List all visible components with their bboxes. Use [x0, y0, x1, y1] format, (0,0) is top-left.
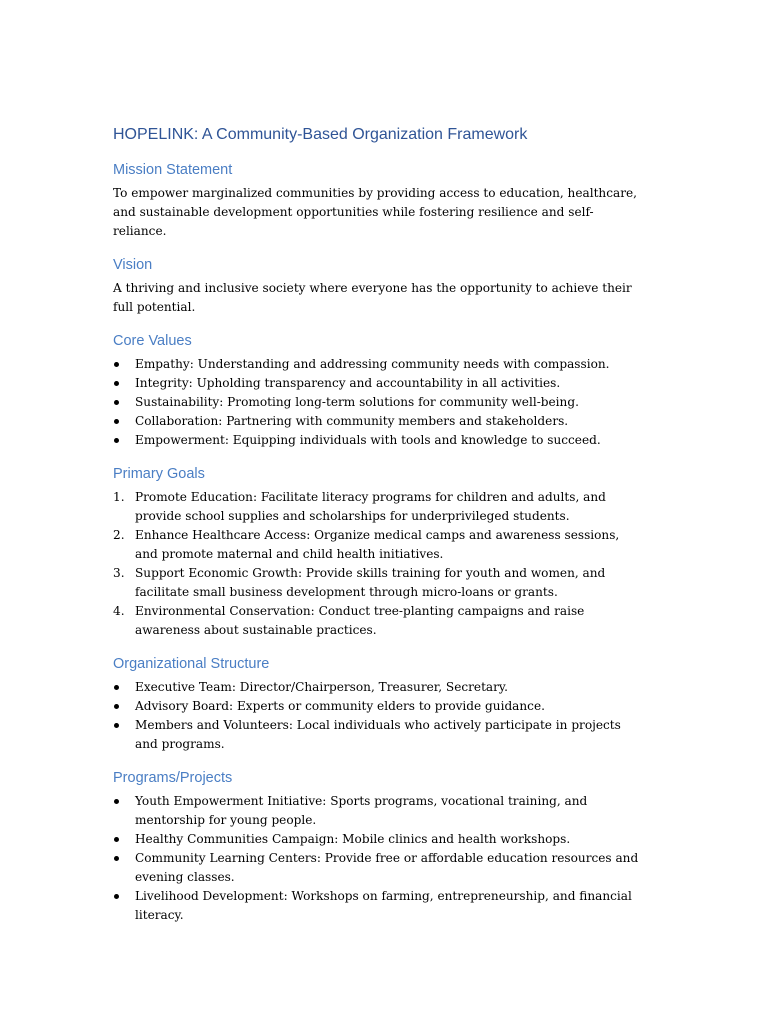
list-item-text: Empathy: Understanding and addressing community needs with compassion. [135, 357, 610, 371]
list-item [113, 564, 643, 602]
programs-list [113, 792, 643, 925]
core-values-list [113, 355, 643, 450]
list-number: 2. [113, 528, 125, 542]
structure-heading: Organizational Structure [113, 656, 270, 672]
list-item [113, 697, 643, 716]
list-item [113, 792, 643, 830]
list-item [113, 678, 643, 697]
list-item-text: Environmental Conservation: Conduct tree-planting campaigns and raise awareness about sustainable practices. [135, 604, 585, 637]
mission-text: To empower marginalized communities by providing access to education, healthcare, and sustainable development opportunities while fostering resilience and self-reliance. [113, 186, 637, 238]
bullet-icon [114, 894, 119, 899]
list-item-text: Support Economic Growth: Provide skills training for youth and women, and facilitate small business development through micro-loans or grants. [135, 566, 606, 599]
programs-heading: Programs/Projects [113, 770, 233, 786]
list-item-text: Healthy Communities Campaign: Mobile clinics and health workshops. [135, 832, 571, 846]
bullet-icon [114, 799, 119, 804]
mission-heading: Mission Statement [113, 162, 233, 178]
list-item-text: Integrity: Upholding transparency and accountability in all activities. [135, 376, 561, 390]
list-number: 4. [113, 604, 125, 618]
core-values-heading: Core Values [113, 333, 192, 349]
bullet-icon [114, 837, 119, 842]
list-item [113, 393, 643, 412]
document-page [113, 124, 643, 939]
list-item [113, 526, 643, 564]
mission-section [113, 160, 643, 241]
primary-goals-list [113, 488, 643, 640]
structure-section [113, 654, 643, 754]
bullet-icon [114, 381, 119, 386]
list-item-text: Empowerment: Equipping individuals with tools and knowledge to succeed. [135, 433, 601, 447]
list-item [113, 830, 643, 849]
list-item [113, 716, 643, 754]
list-item [113, 431, 643, 450]
list-item-text: Advisory Board: Experts or community elders to provide guidance. [135, 699, 545, 713]
vision-text: A thriving and inclusive society where everyone has the opportunity to achieve their full potential. [113, 281, 632, 314]
bullet-icon [114, 856, 119, 861]
list-item-text: Members and Volunteers: Local individuals who actively participate in projects and programs. [135, 718, 621, 751]
list-item-text: Collaboration: Partnering with community members and stakeholders. [135, 414, 569, 428]
bullet-icon [114, 723, 119, 728]
bullet-icon [114, 438, 119, 443]
programs-section [113, 768, 643, 925]
structure-list [113, 678, 643, 754]
bullet-icon [114, 362, 119, 367]
list-item [113, 355, 643, 374]
list-item-text: Executive Team: Director/Chairperson, Treasurer, Secretary. [135, 680, 508, 694]
primary-goals-section [113, 464, 643, 640]
bullet-icon [114, 400, 119, 405]
bullet-icon [114, 685, 119, 690]
list-item [113, 887, 643, 925]
list-item-text: Promote Education: Facilitate literacy programs for children and adults, and provide school supplies and scholarships for underprivileged students. [135, 490, 606, 523]
list-item-text: Youth Empowerment Initiative: Sports programs, vocational training, and mentorship for young people. [135, 794, 588, 827]
list-item [113, 374, 643, 393]
list-number: 3. [113, 566, 125, 580]
vision-heading: Vision [113, 257, 153, 273]
list-item-text: Sustainability: Promoting long-term solutions for community well-being. [135, 395, 579, 409]
bullet-icon [114, 704, 119, 709]
core-values-section [113, 331, 643, 450]
list-item [113, 602, 643, 640]
bullet-icon [114, 419, 119, 424]
list-item [113, 412, 643, 431]
list-item-text: Enhance Healthcare Access: Organize medical camps and awareness sessions, and promote maternal and child health initiatives. [135, 528, 620, 561]
vision-section [113, 255, 643, 317]
list-item-text: Livelihood Development: Workshops on farming, entrepreneurship, and financial literacy. [135, 889, 632, 922]
primary-goals-heading: Primary Goals [113, 466, 205, 482]
list-item [113, 849, 643, 887]
list-item [113, 488, 643, 526]
document-title: HOPELINK: A Community-Based Organization Framework [113, 126, 528, 143]
list-number: 1. [113, 490, 125, 504]
list-item-text: Community Learning Centers: Provide free or affordable education resources and evening classes. [135, 851, 639, 884]
